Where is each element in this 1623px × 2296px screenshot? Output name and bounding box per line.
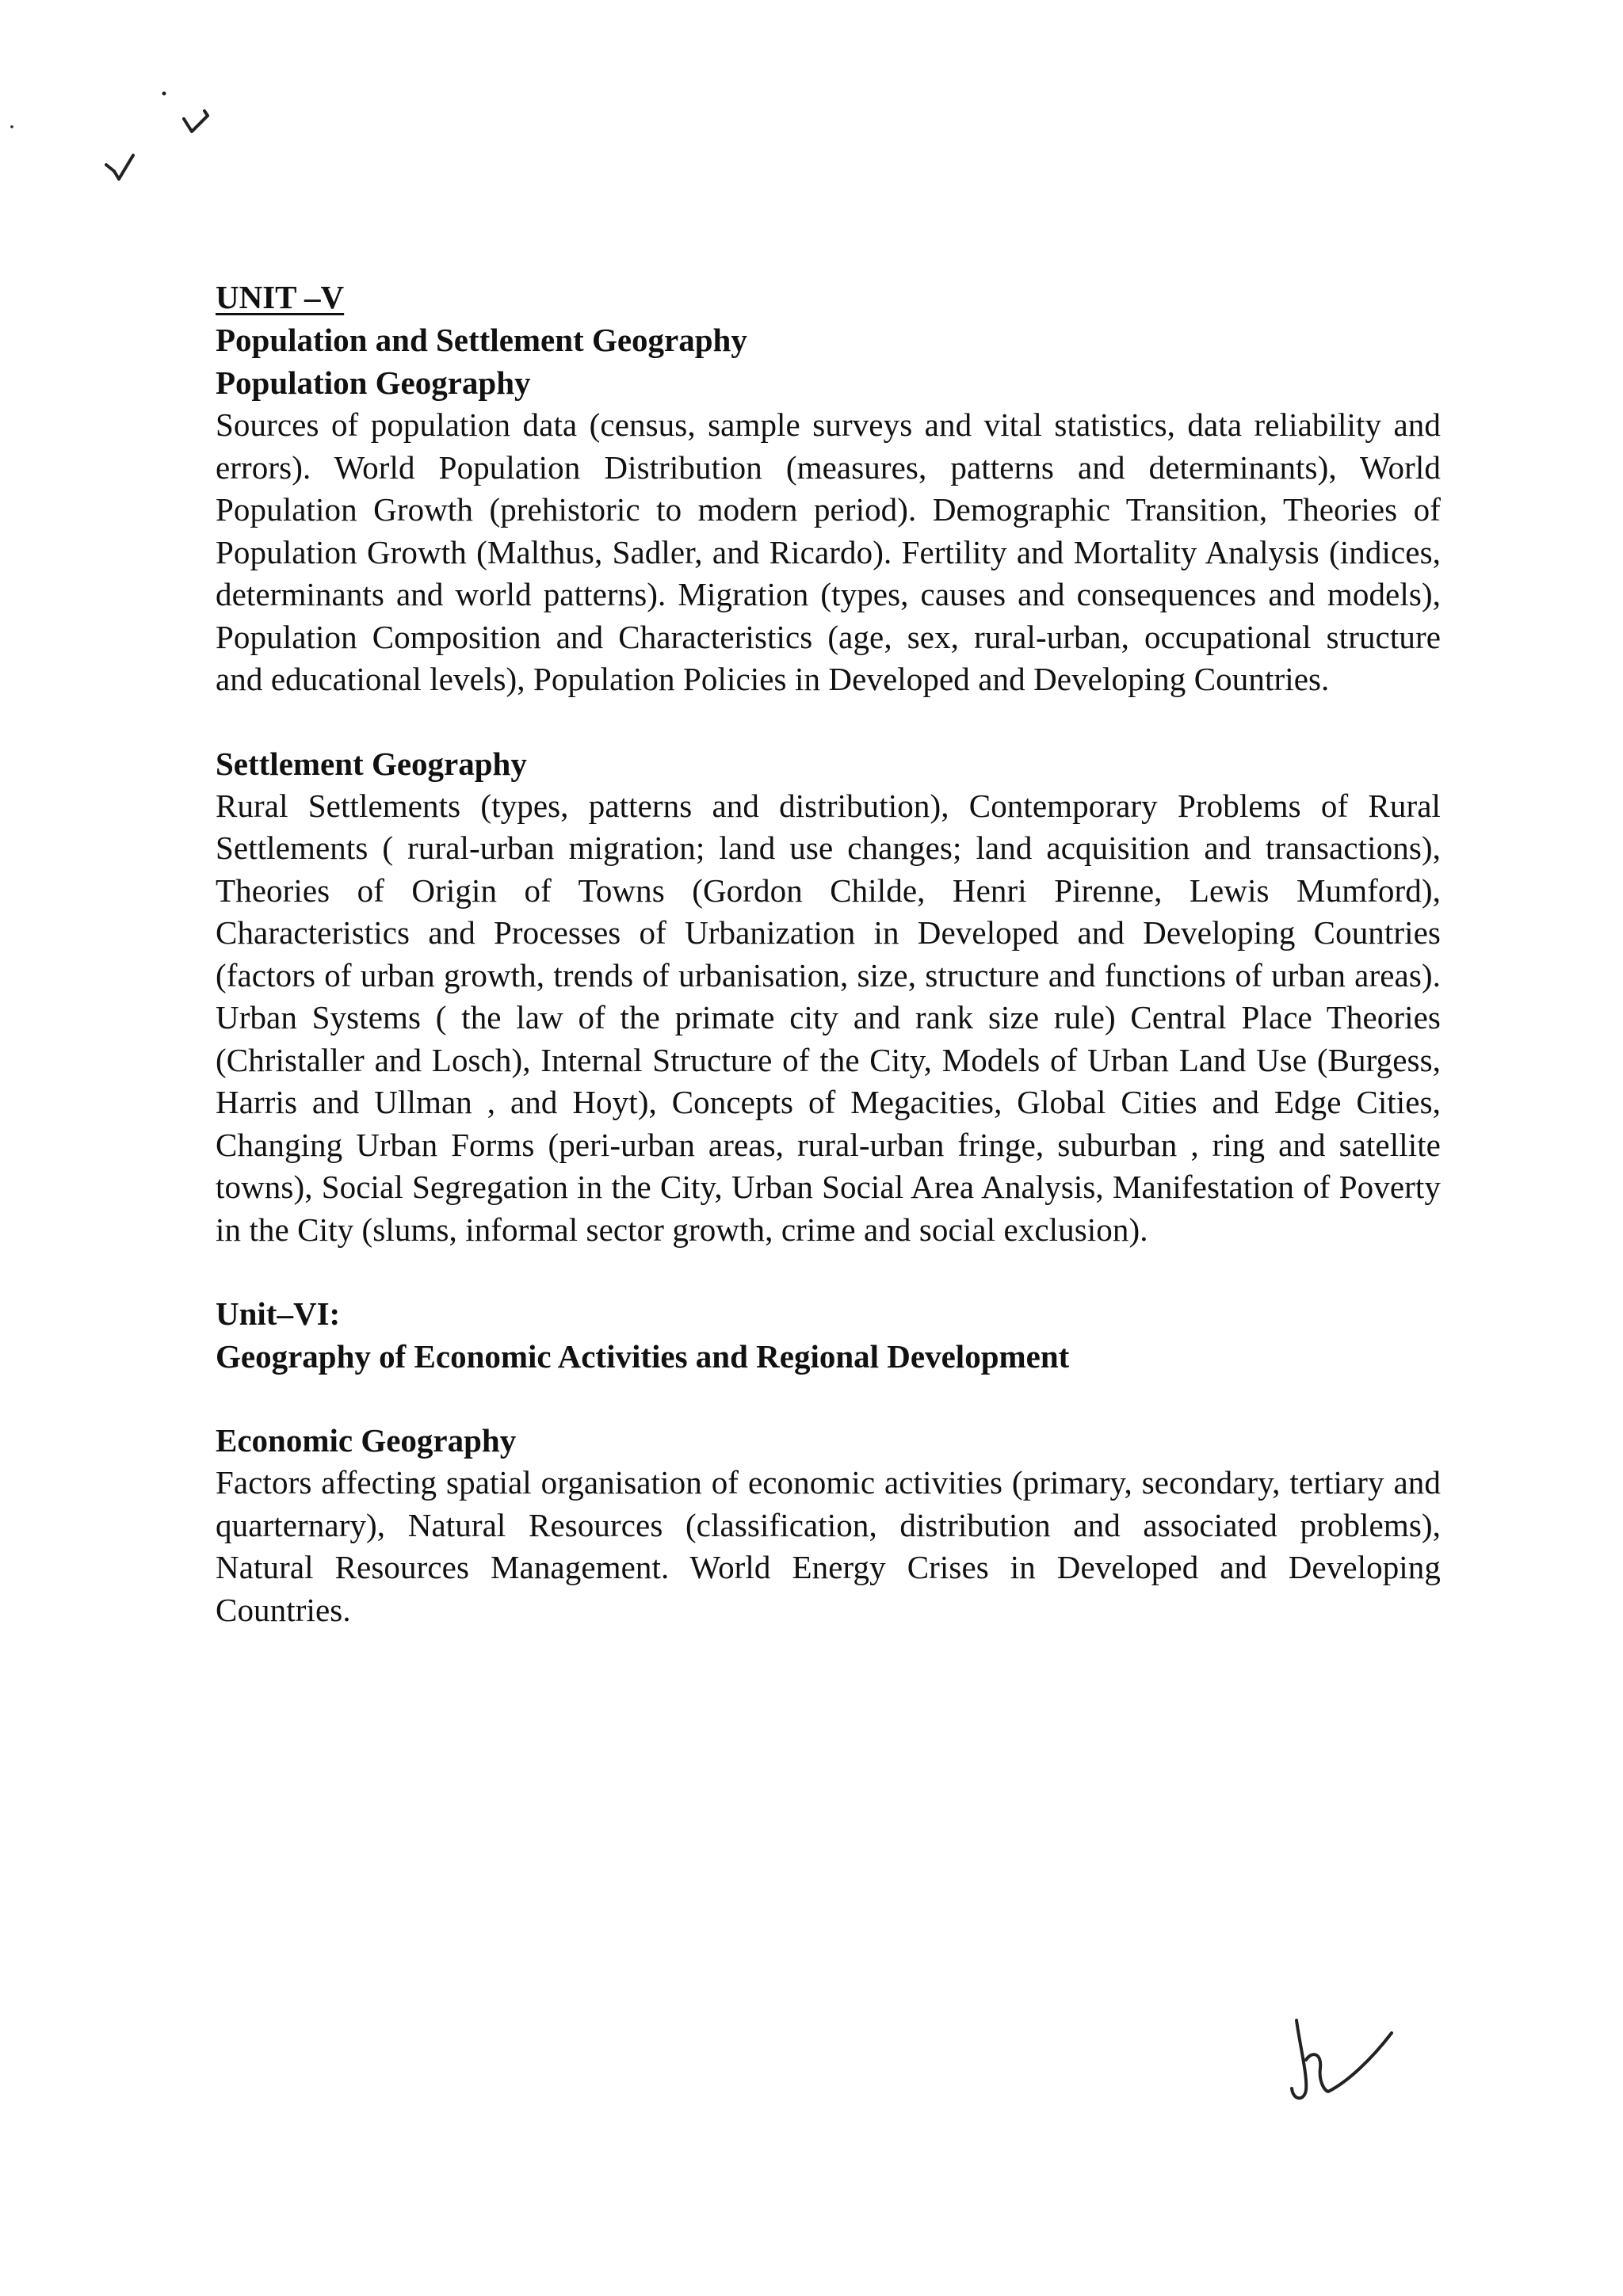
population-geography-heading: Population Geography bbox=[216, 364, 531, 401]
document-content bbox=[216, 276, 1441, 1631]
settlement-geography-body: Rural Settlements (types, patterns and distribution), Contemporary Problems of Rural Settlements ( rural-urban migration; land use changes; land acquisition and transactions), Theories of Origin of Towns (Gordon Childe, Henri Pirenne, Lewis Mumford), Characteristics and Processes of Urbanization in Developed and Developing Countries (factors of urban growth, trends of urbanisation, size, structure and functions of urban areas). Urban Systems ( the law of the primate city and rank size rule) Central Place Theories (Christaller and Losch), Internal Structure of the City, Models of Urban Land Use (Burgess, Harris and Ullman , and Hoyt), Concepts of Megacities, Global Cities and Edge Cities, Changing Urban Forms (peri-urban areas, rural-urban fringe, suburban , ring and satellite towns), Social Segregation in the City, Urban Social Area Analysis, Manifestation of Poverty in the City (slums, informal sector growth, crime and social exclusion). bbox=[216, 787, 1441, 1248]
stray-mark bbox=[10, 125, 13, 128]
unit-5-heading: Population and Settlement Geography bbox=[216, 322, 747, 358]
economic-geography-heading: Economic Geography bbox=[216, 1422, 517, 1459]
settlement-geography-heading: Settlement Geography bbox=[216, 745, 527, 782]
tick-mark-icon bbox=[204, 111, 208, 116]
spacer bbox=[216, 1378, 1441, 1419]
unit-6-title: Unit–VI: bbox=[216, 1295, 341, 1332]
economic-geography-body: Factors affecting spatial organisation of economic activities (primary, secondary, tertiary and quarternary), Natural Resources (classification, distribution and associated problems), Natural Resources Management. World Energy Crises in Developed and Developing Countries. bbox=[216, 1464, 1441, 1628]
tick-mark-icon bbox=[106, 165, 114, 171]
spacer bbox=[216, 1251, 1441, 1292]
spacer bbox=[216, 701, 1441, 742]
unit-5-title: UNIT –V bbox=[216, 279, 345, 315]
tick-mark-icon bbox=[114, 155, 133, 179]
tick-mark-icon bbox=[184, 116, 208, 132]
unit-6-heading: Geography of Economic Activities and Regional Development bbox=[216, 1338, 1070, 1375]
signature-icon bbox=[1292, 2020, 1306, 2098]
population-geography-body: Sources of population data (census, sample surveys and vital statistics, data reliability and errors). World Population Distribution (measures, patterns and determinants), World Population Growth (prehistoric to modern period). Demographic Transition, Theories of Population Growth (Malthus, Sadler, and Ricardo). Fertility and Mortality Analysis (indices, determinants and world patterns). Migration (types, causes and consequences and models), Population Composition and Characteristics (age, sex, rural-urban, occupational structure and educational levels), Population Policies in Developed and Developing Countries. bbox=[216, 406, 1441, 697]
signature-icon bbox=[1306, 2033, 1392, 2092]
stray-mark bbox=[162, 92, 166, 96]
